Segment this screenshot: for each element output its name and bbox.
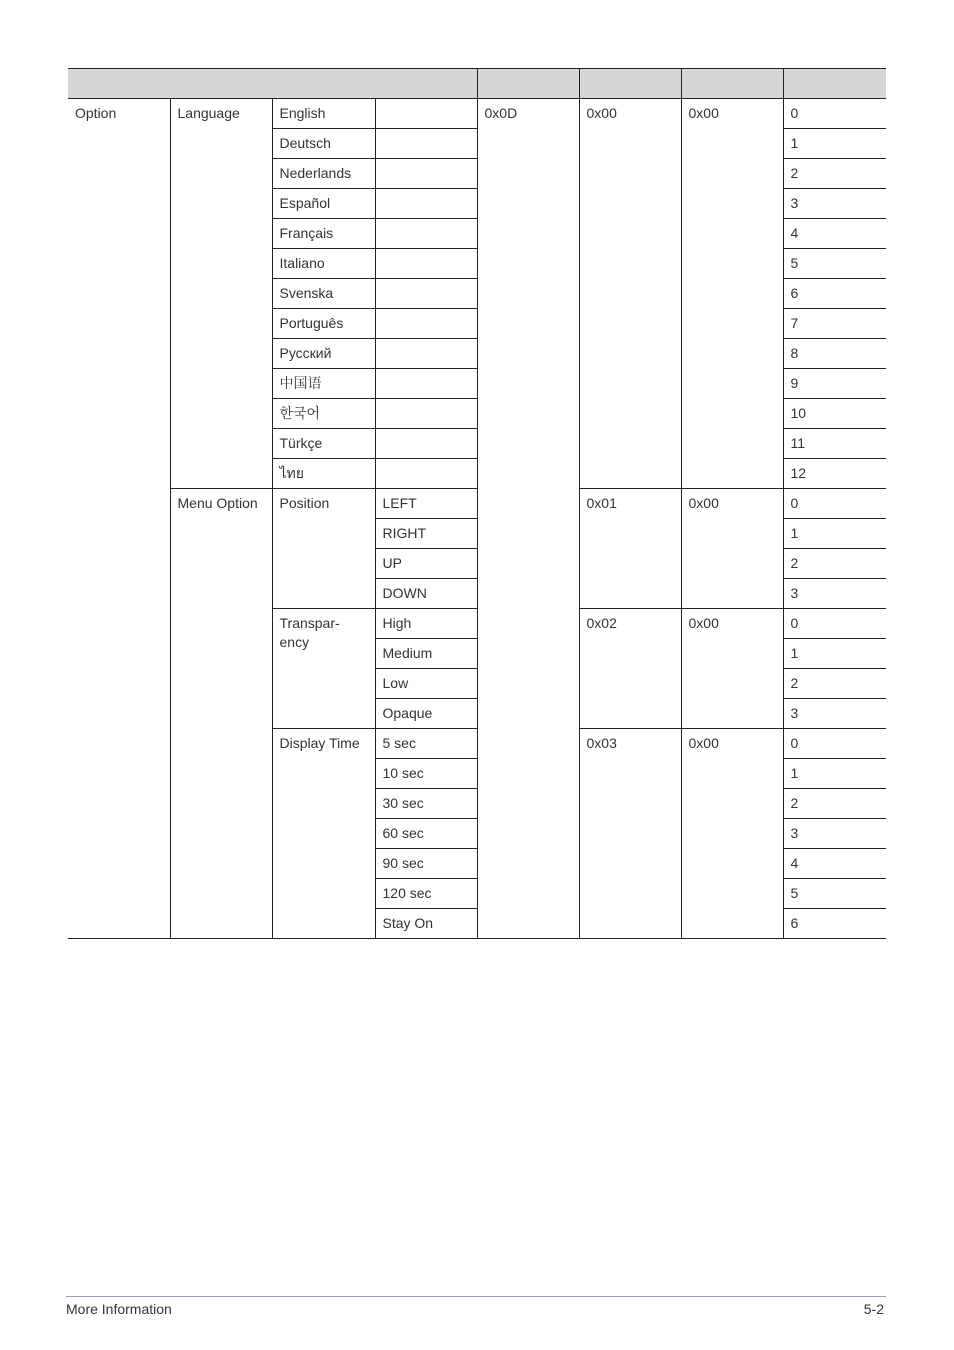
header-row	[68, 69, 886, 99]
language-name-cell: Nederlands	[272, 159, 375, 189]
setting-name-cell: Opaque	[375, 699, 477, 729]
value-cell: 0	[783, 99, 886, 129]
setting-name-cell: 60 sec	[375, 819, 477, 849]
value-cell: 2	[783, 669, 886, 699]
language-name-cell: Svenska	[272, 279, 375, 309]
value-cell: 2	[783, 789, 886, 819]
code-cell: 0x03	[579, 729, 681, 939]
empty-cell	[375, 219, 477, 249]
value-cell: 4	[783, 849, 886, 879]
value-cell: 9	[783, 369, 886, 399]
header-cell	[68, 69, 477, 99]
value-cell: 3	[783, 819, 886, 849]
language-name-cell: Português	[272, 309, 375, 339]
language-name-cell: Español	[272, 189, 375, 219]
footer-section-title: More Information	[66, 1301, 172, 1317]
empty-cell	[375, 129, 477, 159]
value-cell: 6	[783, 279, 886, 309]
setting-name-cell: 30 sec	[375, 789, 477, 819]
setting-name-cell: 5 sec	[375, 729, 477, 759]
footer-rule	[66, 1296, 886, 1297]
language-name-cell: ไทย	[272, 459, 375, 489]
setting-name-cell: Medium	[375, 639, 477, 669]
empty-cell	[375, 99, 477, 129]
value-cell: 2	[783, 159, 886, 189]
header-cell	[579, 69, 681, 99]
value-cell: 1	[783, 759, 886, 789]
value-cell: 0	[783, 729, 886, 759]
value-cell: 7	[783, 309, 886, 339]
empty-cell	[375, 339, 477, 369]
empty-cell	[375, 159, 477, 189]
table-row	[68, 99, 886, 129]
code-cell: 0x01	[579, 489, 681, 609]
value-cell: 3	[783, 699, 886, 729]
empty-cell	[375, 399, 477, 429]
transparency-cell: Transpar-ency	[272, 609, 375, 729]
footer-page-number: 5-2	[863, 1301, 884, 1317]
empty-cell	[375, 369, 477, 399]
command-table	[68, 68, 886, 939]
language-name-cell: 한국어	[272, 399, 375, 429]
setting-name-cell: 120 sec	[375, 879, 477, 909]
value-cell: 3	[783, 189, 886, 219]
language-name-cell: English	[272, 99, 375, 129]
code-cell: 0x00	[681, 99, 783, 489]
setting-name-cell: DOWN	[375, 579, 477, 609]
header-cell	[783, 69, 886, 99]
code-cell: 0x00	[579, 99, 681, 489]
value-cell: 5	[783, 879, 886, 909]
value-cell: 10	[783, 399, 886, 429]
empty-cell	[375, 279, 477, 309]
value-cell: 12	[783, 459, 886, 489]
language-name-cell: Deutsch	[272, 129, 375, 159]
setting-name-cell: 10 sec	[375, 759, 477, 789]
value-cell: 8	[783, 339, 886, 369]
value-cell: 0	[783, 489, 886, 519]
empty-cell	[375, 459, 477, 489]
language-name-cell: Italiano	[272, 249, 375, 279]
value-cell: 6	[783, 909, 886, 939]
setting-name-cell: Stay On	[375, 909, 477, 939]
value-cell: 1	[783, 129, 886, 159]
setting-name-cell: 90 sec	[375, 849, 477, 879]
code-cell: 0x0D	[477, 99, 579, 939]
code-cell: 0x00	[681, 609, 783, 729]
value-cell: 1	[783, 519, 886, 549]
setting-name-cell: RIGHT	[375, 519, 477, 549]
option-cell: Option	[68, 99, 170, 939]
value-cell: 1	[783, 639, 886, 669]
empty-cell	[375, 249, 477, 279]
code-cell: 0x00	[681, 729, 783, 939]
language-name-cell: 中国语	[272, 369, 375, 399]
display-time-cell: Display Time	[272, 729, 375, 939]
value-cell: 3	[783, 579, 886, 609]
language-name-cell: Türkçe	[272, 429, 375, 459]
code-cell: 0x02	[579, 609, 681, 729]
header-cell	[477, 69, 579, 99]
header-cell	[681, 69, 783, 99]
empty-cell	[375, 309, 477, 339]
language-name-cell: Русский	[272, 339, 375, 369]
value-cell: 5	[783, 249, 886, 279]
menu-option-cell: Menu Option	[170, 489, 272, 939]
code-cell: 0x00	[681, 489, 783, 609]
value-cell: 0	[783, 609, 886, 639]
setting-name-cell: LEFT	[375, 489, 477, 519]
table-body	[68, 99, 886, 939]
language-cell: Language	[170, 99, 272, 489]
setting-name-cell: Low	[375, 669, 477, 699]
setting-name-cell: UP	[375, 549, 477, 579]
value-cell: 4	[783, 219, 886, 249]
position-cell: Position	[272, 489, 375, 609]
value-cell: 11	[783, 429, 886, 459]
language-name-cell: Français	[272, 219, 375, 249]
value-cell: 2	[783, 549, 886, 579]
empty-cell	[375, 189, 477, 219]
empty-cell	[375, 429, 477, 459]
setting-name-cell: High	[375, 609, 477, 639]
